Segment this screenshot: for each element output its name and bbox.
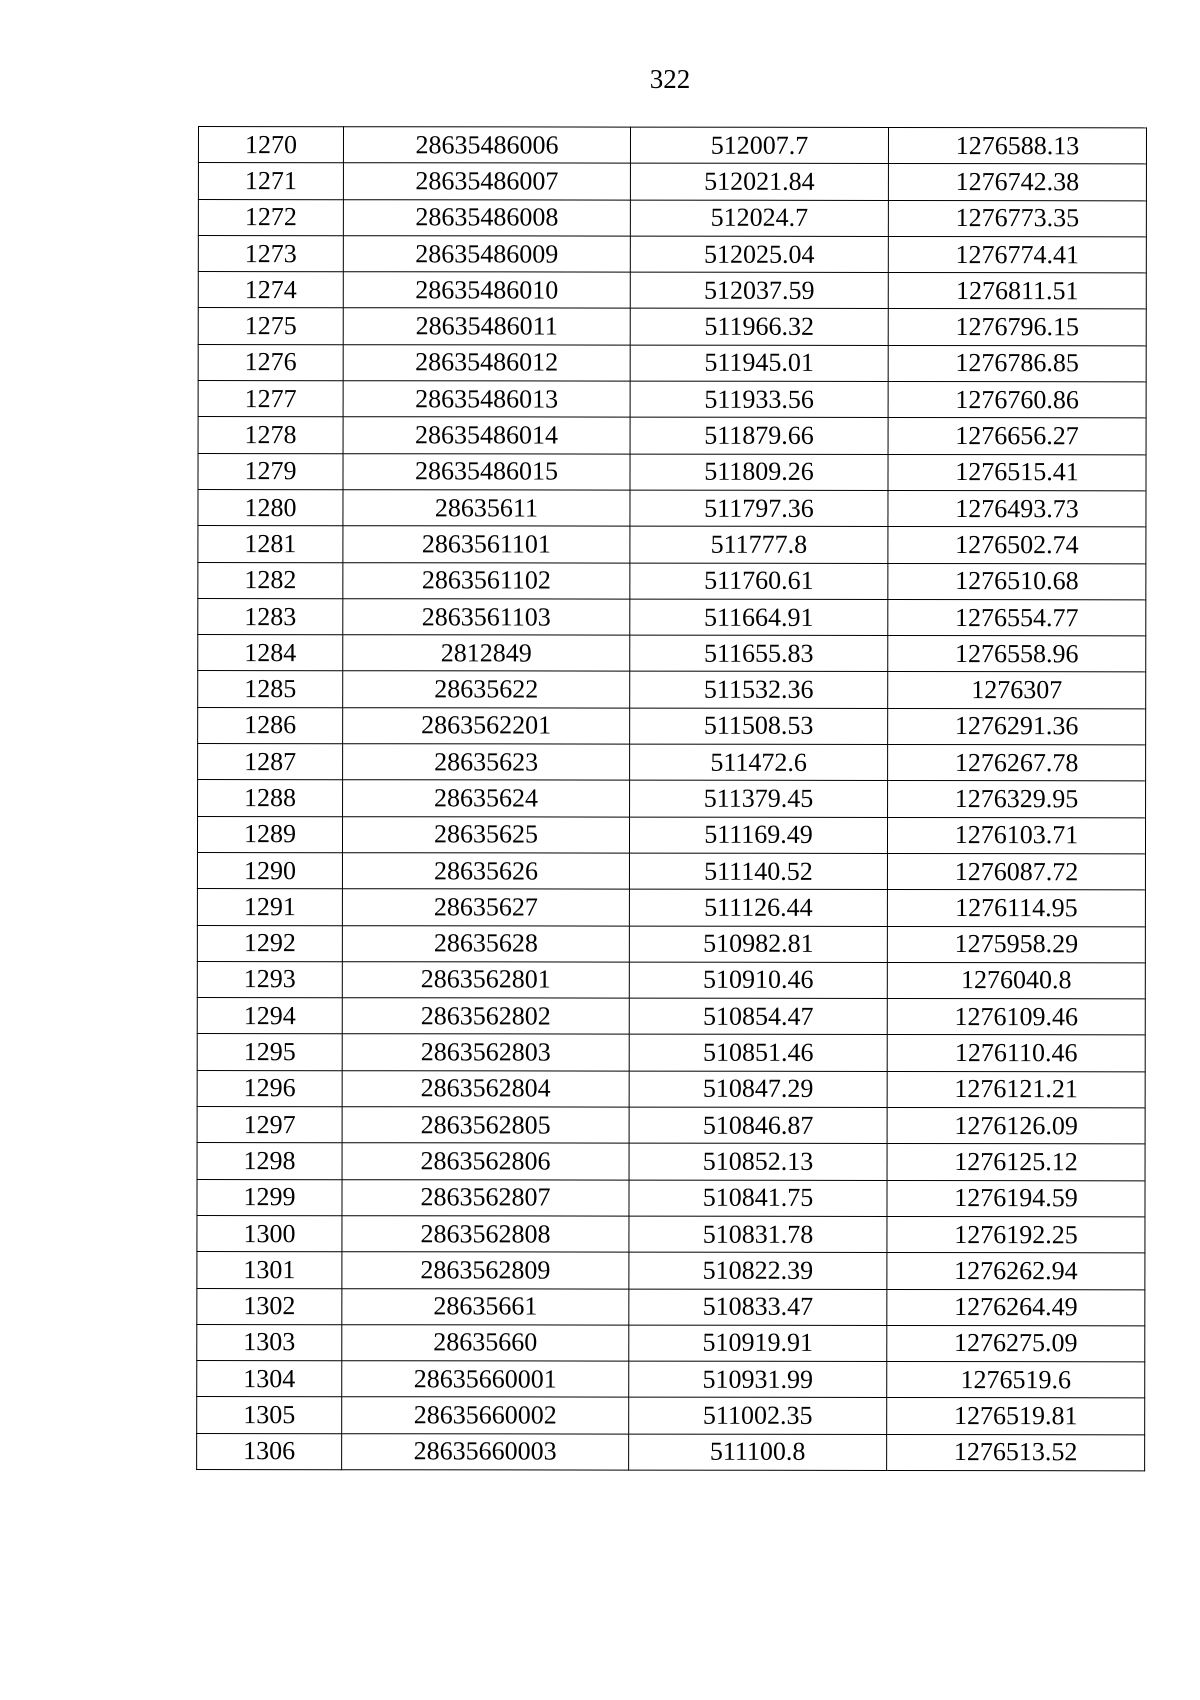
point-id-cell: 2863562809: [342, 1252, 629, 1289]
row-index-cell: 1279: [198, 453, 343, 489]
table-row: [197, 1397, 1145, 1435]
y-coordinate-cell: 1276513.52: [887, 1434, 1145, 1471]
table-row: [198, 308, 1146, 346]
point-id-cell: 28635623: [343, 744, 630, 781]
y-coordinate-cell: 1276554.77: [888, 599, 1146, 636]
point-id-cell: 28635486011: [343, 308, 630, 345]
table-row: [198, 635, 1146, 673]
x-coordinate-cell: 512021.84: [630, 163, 888, 200]
point-id-cell: 28635624: [343, 780, 630, 817]
row-index-cell: 1290: [197, 852, 342, 888]
x-coordinate-cell: 511760.61: [630, 563, 888, 600]
page-number: 322: [649, 64, 691, 94]
row-index-cell: 1293: [197, 961, 342, 997]
point-id-cell: 28635486012: [343, 344, 630, 381]
x-coordinate-cell: 511879.66: [630, 417, 888, 454]
y-coordinate-cell: 1276262.94: [887, 1253, 1145, 1290]
y-coordinate-cell: 1276773.35: [888, 200, 1146, 237]
row-index-cell: 1284: [198, 635, 343, 671]
x-coordinate-cell: 511933.56: [630, 381, 888, 418]
row-index-cell: 1298: [197, 1143, 342, 1179]
y-coordinate-cell: 1276121.21: [887, 1071, 1145, 1108]
point-id-cell: 28635660: [342, 1324, 629, 1361]
y-coordinate-cell: 1276742.38: [888, 164, 1146, 201]
y-coordinate-cell: 1276558.96: [888, 636, 1146, 673]
row-index-cell: 1300: [197, 1215, 342, 1251]
row-index-cell: 1288: [198, 780, 343, 816]
y-coordinate-cell: 1276515.41: [888, 454, 1146, 491]
table-row: [198, 526, 1146, 564]
point-id-cell: 2863561101: [343, 526, 630, 563]
table-row: [198, 163, 1146, 201]
table-row: [198, 598, 1146, 636]
y-coordinate-cell: 1276126.09: [887, 1107, 1145, 1144]
table-row: [197, 1143, 1145, 1181]
y-coordinate-cell: 1276275.09: [887, 1325, 1145, 1362]
x-coordinate-cell: 511655.83: [630, 635, 888, 672]
y-coordinate-cell: 1276588.13: [888, 127, 1146, 164]
row-index-cell: 1272: [198, 199, 343, 235]
table-row: [197, 998, 1145, 1036]
row-index-cell: 1289: [197, 816, 342, 852]
table-row: [197, 925, 1145, 963]
row-index-cell: 1280: [198, 489, 343, 525]
x-coordinate-cell: 511169.49: [629, 817, 887, 854]
y-coordinate-cell: 1276656.27: [888, 418, 1146, 455]
table-row: [198, 453, 1146, 491]
row-index-cell: 1275: [198, 308, 343, 344]
table-row: [197, 1324, 1145, 1362]
row-index-cell: 1271: [198, 163, 343, 199]
point-id-cell: 28635486013: [343, 381, 630, 418]
y-coordinate-cell: 1276291.36: [888, 708, 1146, 745]
y-coordinate-cell: 1276786.85: [888, 345, 1146, 382]
point-id-cell: 28635486010: [343, 272, 630, 309]
table-row: [197, 961, 1145, 999]
table-row: [198, 344, 1146, 382]
point-id-cell: 28635486008: [343, 199, 630, 236]
row-index-cell: 1291: [197, 889, 342, 925]
row-index-cell: 1296: [197, 1070, 342, 1106]
point-id-cell: 28635626: [342, 853, 629, 890]
point-id-cell: 28635611: [343, 490, 630, 527]
point-id-cell: 28635625: [342, 816, 629, 853]
x-coordinate-cell: 510846.87: [629, 1107, 887, 1144]
table-row: [198, 381, 1146, 419]
coordinates-table: [196, 126, 1147, 1471]
y-coordinate-cell: 1276110.46: [887, 1035, 1145, 1072]
y-coordinate-cell: 1276329.95: [888, 781, 1146, 818]
point-id-cell: 2863562807: [342, 1179, 629, 1216]
x-coordinate-cell: 512007.7: [630, 127, 888, 164]
y-coordinate-cell: 1276519.81: [887, 1398, 1145, 1435]
table-row: [198, 235, 1146, 273]
row-index-cell: 1285: [198, 671, 343, 707]
row-index-cell: 1287: [198, 744, 343, 780]
row-index-cell: 1292: [197, 925, 342, 961]
x-coordinate-cell: 510854.47: [629, 998, 887, 1035]
row-index-cell: 1303: [197, 1324, 342, 1360]
x-coordinate-cell: 510822.39: [629, 1252, 887, 1289]
row-index-cell: 1278: [198, 417, 343, 453]
point-id-cell: 2863561102: [343, 562, 630, 599]
table-row: [197, 889, 1145, 927]
table-row: [198, 199, 1146, 237]
y-coordinate-cell: 1276087.72: [887, 853, 1145, 890]
row-index-cell: 1282: [198, 562, 343, 598]
point-id-cell: 2863562803: [342, 1034, 629, 1071]
row-index-cell: 1273: [198, 235, 343, 271]
table-row: [197, 1288, 1145, 1326]
point-id-cell: 28635486014: [343, 417, 630, 454]
table-row: [197, 1361, 1145, 1399]
y-coordinate-cell: 1276192.25: [887, 1216, 1145, 1253]
x-coordinate-cell: 510852.13: [629, 1143, 887, 1180]
table-row: [197, 1107, 1145, 1145]
point-id-cell: 28635660001: [342, 1361, 629, 1398]
y-coordinate-cell: 1276519.6: [887, 1362, 1145, 1399]
x-coordinate-cell: 511532.36: [630, 672, 888, 709]
table-row: [197, 816, 1145, 854]
table-row: [197, 1215, 1145, 1253]
x-coordinate-cell: 511966.32: [630, 309, 888, 346]
x-coordinate-cell: 511809.26: [630, 454, 888, 491]
x-coordinate-cell: 511100.8: [629, 1434, 887, 1471]
row-index-cell: 1295: [197, 1034, 342, 1070]
row-index-cell: 1270: [198, 127, 343, 163]
y-coordinate-cell: 1276114.95: [887, 890, 1145, 927]
point-id-cell: 28635486009: [343, 236, 630, 273]
table-row: [198, 744, 1146, 782]
x-coordinate-cell: 510831.78: [629, 1216, 887, 1253]
y-coordinate-cell: 1276811.51: [888, 273, 1146, 310]
x-coordinate-cell: 510851.46: [629, 1035, 887, 1072]
point-id-cell: 28635486015: [343, 453, 630, 490]
x-coordinate-cell: 512025.04: [630, 236, 888, 273]
point-id-cell: 28635627: [342, 889, 629, 926]
row-index-cell: 1306: [197, 1433, 342, 1469]
x-coordinate-cell: 510841.75: [629, 1180, 887, 1217]
point-id-cell: 2863562806: [342, 1143, 629, 1180]
point-id-cell: 28635622: [343, 671, 630, 708]
y-coordinate-cell: 1275958.29: [887, 926, 1145, 963]
point-id-cell: 2863562804: [342, 1070, 629, 1107]
point-id-cell: 2863562801: [342, 962, 629, 999]
row-index-cell: 1297: [197, 1107, 342, 1143]
point-id-cell: 28635486007: [343, 163, 630, 200]
y-coordinate-cell: 1276510.68: [888, 563, 1146, 600]
table-row: [198, 562, 1146, 600]
table-row: [197, 1070, 1145, 1108]
y-coordinate-cell: 1276109.46: [887, 999, 1145, 1036]
point-id-cell: 2863562201: [343, 707, 630, 744]
y-coordinate-cell: 1276760.86: [888, 382, 1146, 419]
row-index-cell: 1302: [197, 1288, 342, 1324]
point-id-cell: 2812849: [343, 635, 630, 672]
table-row: [197, 1433, 1145, 1471]
x-coordinate-cell: 511508.53: [630, 708, 888, 745]
y-coordinate-cell: 1276264.49: [887, 1289, 1145, 1326]
table-row: [197, 1034, 1145, 1072]
point-id-cell: 28635628: [342, 925, 629, 962]
x-coordinate-cell: 510910.46: [629, 962, 887, 999]
y-coordinate-cell: 1276040.8: [887, 962, 1145, 999]
row-index-cell: 1286: [198, 707, 343, 743]
table-row: [198, 707, 1146, 745]
table-row: [198, 272, 1146, 310]
y-coordinate-cell: 1276796.15: [888, 309, 1146, 346]
y-coordinate-cell: 1276307: [888, 672, 1146, 709]
row-index-cell: 1304: [197, 1361, 342, 1397]
x-coordinate-cell: 511777.8: [630, 526, 888, 563]
row-index-cell: 1305: [197, 1397, 342, 1433]
table-row: [197, 1252, 1145, 1290]
y-coordinate-cell: 1276493.73: [888, 490, 1146, 527]
x-coordinate-cell: 511472.6: [630, 744, 888, 781]
x-coordinate-cell: 510931.99: [629, 1361, 887, 1398]
x-coordinate-cell: 511664.91: [630, 599, 888, 636]
coordinates-table-body: [197, 127, 1147, 1471]
table-row: [198, 417, 1146, 455]
table-row: [198, 127, 1146, 165]
point-id-cell: 28635661: [342, 1288, 629, 1325]
row-index-cell: 1294: [197, 998, 342, 1034]
y-coordinate-cell: 1276194.59: [887, 1180, 1145, 1217]
row-index-cell: 1283: [198, 598, 343, 634]
point-id-cell: 28635660003: [342, 1433, 629, 1470]
point-id-cell: 28635486006: [343, 127, 630, 164]
point-id-cell: 2863562802: [342, 998, 629, 1035]
y-coordinate-cell: 1276125.12: [887, 1144, 1145, 1181]
x-coordinate-cell: 511797.36: [630, 490, 888, 527]
x-coordinate-cell: 511945.01: [630, 345, 888, 382]
y-coordinate-cell: 1276774.41: [888, 236, 1146, 273]
y-coordinate-cell: 1276267.78: [888, 745, 1146, 782]
point-id-cell: 2863562808: [342, 1216, 629, 1253]
x-coordinate-cell: 512024.7: [630, 200, 888, 237]
row-index-cell: 1276: [198, 344, 343, 380]
row-index-cell: 1281: [198, 526, 343, 562]
x-coordinate-cell: 511140.52: [629, 853, 887, 890]
table-row: [197, 852, 1145, 890]
point-id-cell: 28635660002: [342, 1397, 629, 1434]
page-number-container: [0, 64, 1200, 95]
table-row: [198, 671, 1146, 709]
x-coordinate-cell: 511379.45: [630, 780, 888, 817]
row-index-cell: 1277: [198, 381, 343, 417]
x-coordinate-cell: 510982.81: [629, 926, 887, 963]
table-row: [198, 780, 1146, 818]
y-coordinate-cell: 1276502.74: [888, 527, 1146, 564]
row-index-cell: 1301: [197, 1252, 342, 1288]
table-row: [198, 489, 1146, 527]
x-coordinate-cell: 511126.44: [629, 889, 887, 926]
table-row: [197, 1179, 1145, 1217]
row-index-cell: 1274: [198, 272, 343, 308]
x-coordinate-cell: 510833.47: [629, 1289, 887, 1326]
x-coordinate-cell: 510919.91: [629, 1325, 887, 1362]
x-coordinate-cell: 510847.29: [629, 1071, 887, 1108]
row-index-cell: 1299: [197, 1179, 342, 1215]
x-coordinate-cell: 511002.35: [629, 1397, 887, 1434]
x-coordinate-cell: 512037.59: [630, 272, 888, 309]
point-id-cell: 2863562805: [342, 1107, 629, 1144]
y-coordinate-cell: 1276103.71: [887, 817, 1145, 854]
point-id-cell: 2863561103: [343, 599, 630, 636]
